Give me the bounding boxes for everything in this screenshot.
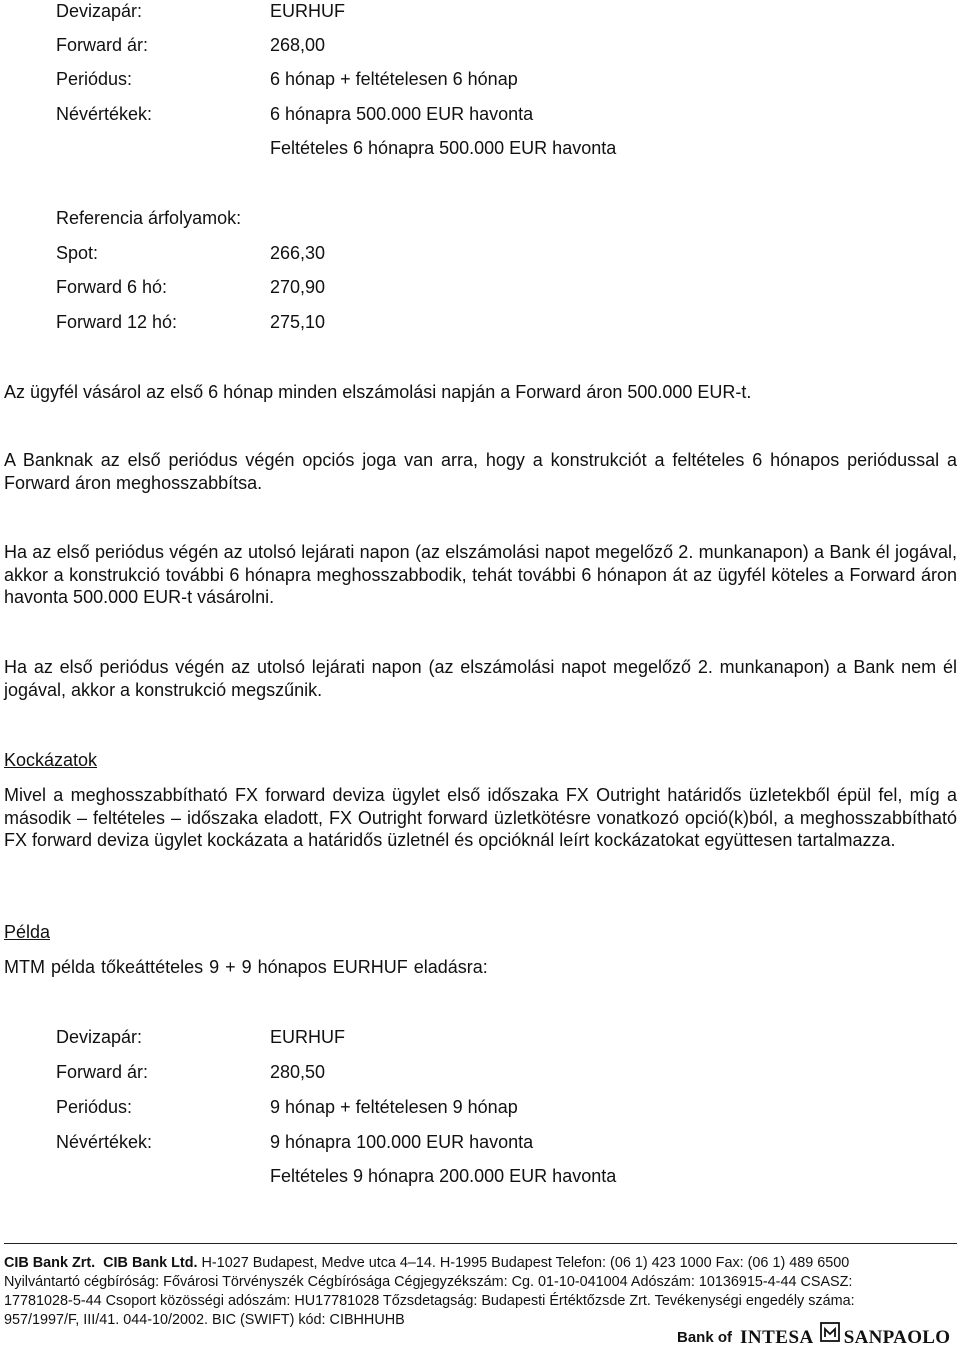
footer-company-hu: CIB Bank Zrt. [4, 1255, 96, 1271]
label-devizapar-2: Devizapár: [56, 1027, 143, 1047]
heading-kockazatok: Kockázatok [4, 750, 98, 770]
value-devizapar: EURHUF [270, 1, 345, 21]
value-forward-12: 275,10 [270, 312, 326, 332]
label-forward-ar: Forward ár: [56, 35, 149, 55]
footer-line-1 [4, 1254, 959, 1273]
label-nevertekek-2: Névértékek: [56, 1132, 153, 1152]
label-forward-6: Forward 6 hó: [56, 277, 168, 297]
value-spot: 266,30 [270, 243, 326, 263]
sanpaolo-mark-icon [820, 1322, 840, 1347]
heading-pelda: Példa [4, 922, 51, 942]
value-nevertekek: 6 hónapra 500.000 EUR havonta [270, 104, 534, 124]
example-intro: MTM példa tőkeáttételes 9 + 9 hónapos EURHUF eladásra: [4, 957, 488, 977]
value-forward-6: 270,90 [270, 277, 326, 297]
value-nevertekek-feltételes: Feltételes 6 hónapra 500.000 EUR havonta [270, 138, 617, 158]
value-forward-ar: 268,00 [270, 35, 326, 55]
logo-sanpaolo: SANPAOLO [843, 1327, 951, 1348]
label-periodus: Periódus: [56, 69, 133, 89]
label-forward-12: Forward 12 hó: [56, 312, 178, 332]
label-forward-ar-2: Forward ár: [56, 1062, 149, 1082]
logo-intesa: INTESA [740, 1327, 814, 1348]
logo-bank-of: Bank of [677, 1329, 733, 1346]
value-nevertekek-2: 9 hónapra 100.000 EUR havonta [270, 1132, 534, 1152]
paragraph-exercise: Ha az első periódus végén az utolsó lejárati napon (az elszámolási napot megelőző 2. munkanapon) a Bank él jogával, akkor a konstrukció további 6 hónapra meghosszabbodik, tehát további 6 hónapon át az ügyfél köteles a Forward áron havonta 500.000 EUR-t vásárolni. [4, 542, 957, 607]
paragraph-risks: Mivel a meghosszabbítható FX forward deviza ügylet első időszaka FX Outright határidős üzletekből épül fel, míg a második – feltételes – időszaka eladott, FX Outright forward üzletkötésre vonatkozó opció(k)ból, a meghosszabbítható FX forward deviza ügylet kockázata a határidős üzletnél és opcióknál leírt kockázatokat együttesen tartalmazza. [4, 785, 957, 850]
paragraph-bank-option: A Banknak az első periódus végén opciós joga van arra, hogy a konstrukciót a feltételes 6 hónapos periódussal a Forward áron meghosszabbítsa. [4, 450, 957, 493]
value-devizapar-2: EURHUF [270, 1027, 345, 1047]
footer-line-4: 957/1997/F, III/41. 044-10/2002. BIC (SWIFT) kód: CIBHHUHB [4, 1312, 405, 1328]
value-periodus: 6 hónap + feltételesen 6 hónap [270, 69, 518, 89]
label-spot: Spot: [56, 243, 99, 263]
label-devizapar: Devizapár: [56, 1, 143, 21]
footer-address: H-1027 Budapest, Medve utca 4–14. H-1995 Budapest Telefon: (06 1) 423 1000 Fax: (06 1) 489 6500 [201, 1255, 850, 1271]
footer-line-2: Nyilvántartó cégbíróság: Fővárosi Törvényszék Cégbírósága Cégjegyzékszám: Cg. 01-10-041004 Adószám: 10136915-4-44 CSASZ: [4, 1274, 853, 1290]
reference-title: Referencia árfolyamok: [56, 208, 242, 228]
footer [4, 1254, 959, 1330]
paragraph-purchase: Az ügyfél vásárol az első 6 hónap minden elszámolási napján a Forward áron 500.000 EUR-t. [4, 382, 752, 402]
paragraph-no-exercise: Ha az első periódus végén az utolsó lejárati napon (az elszámolási napot megelőző 2. munkanapon) a Bank nem él jogával, akkor a konstrukció megszűnik. [4, 657, 957, 700]
footer-company-en: CIB Bank Ltd. [103, 1255, 198, 1271]
footer-line-3: 17781028-5-44 Csoport közösségi adószám: HU17781028 Tőzsdetagság: Budapesti Értéktőzsde Zrt. Tevékenységi engedély száma: [4, 1293, 855, 1309]
bank-logo [677, 1323, 950, 1349]
value-nevertekek-2-feltételes: Feltételes 9 hónapra 200.000 EUR havonta [270, 1166, 617, 1186]
value-periodus-2: 9 hónap + feltételesen 9 hónap [270, 1097, 518, 1117]
label-periodus-2: Periódus: [56, 1097, 133, 1117]
label-nevertekek: Névértékek: [56, 104, 153, 124]
footer-divider [4, 1243, 957, 1244]
value-forward-ar-2: 280,50 [270, 1062, 326, 1082]
